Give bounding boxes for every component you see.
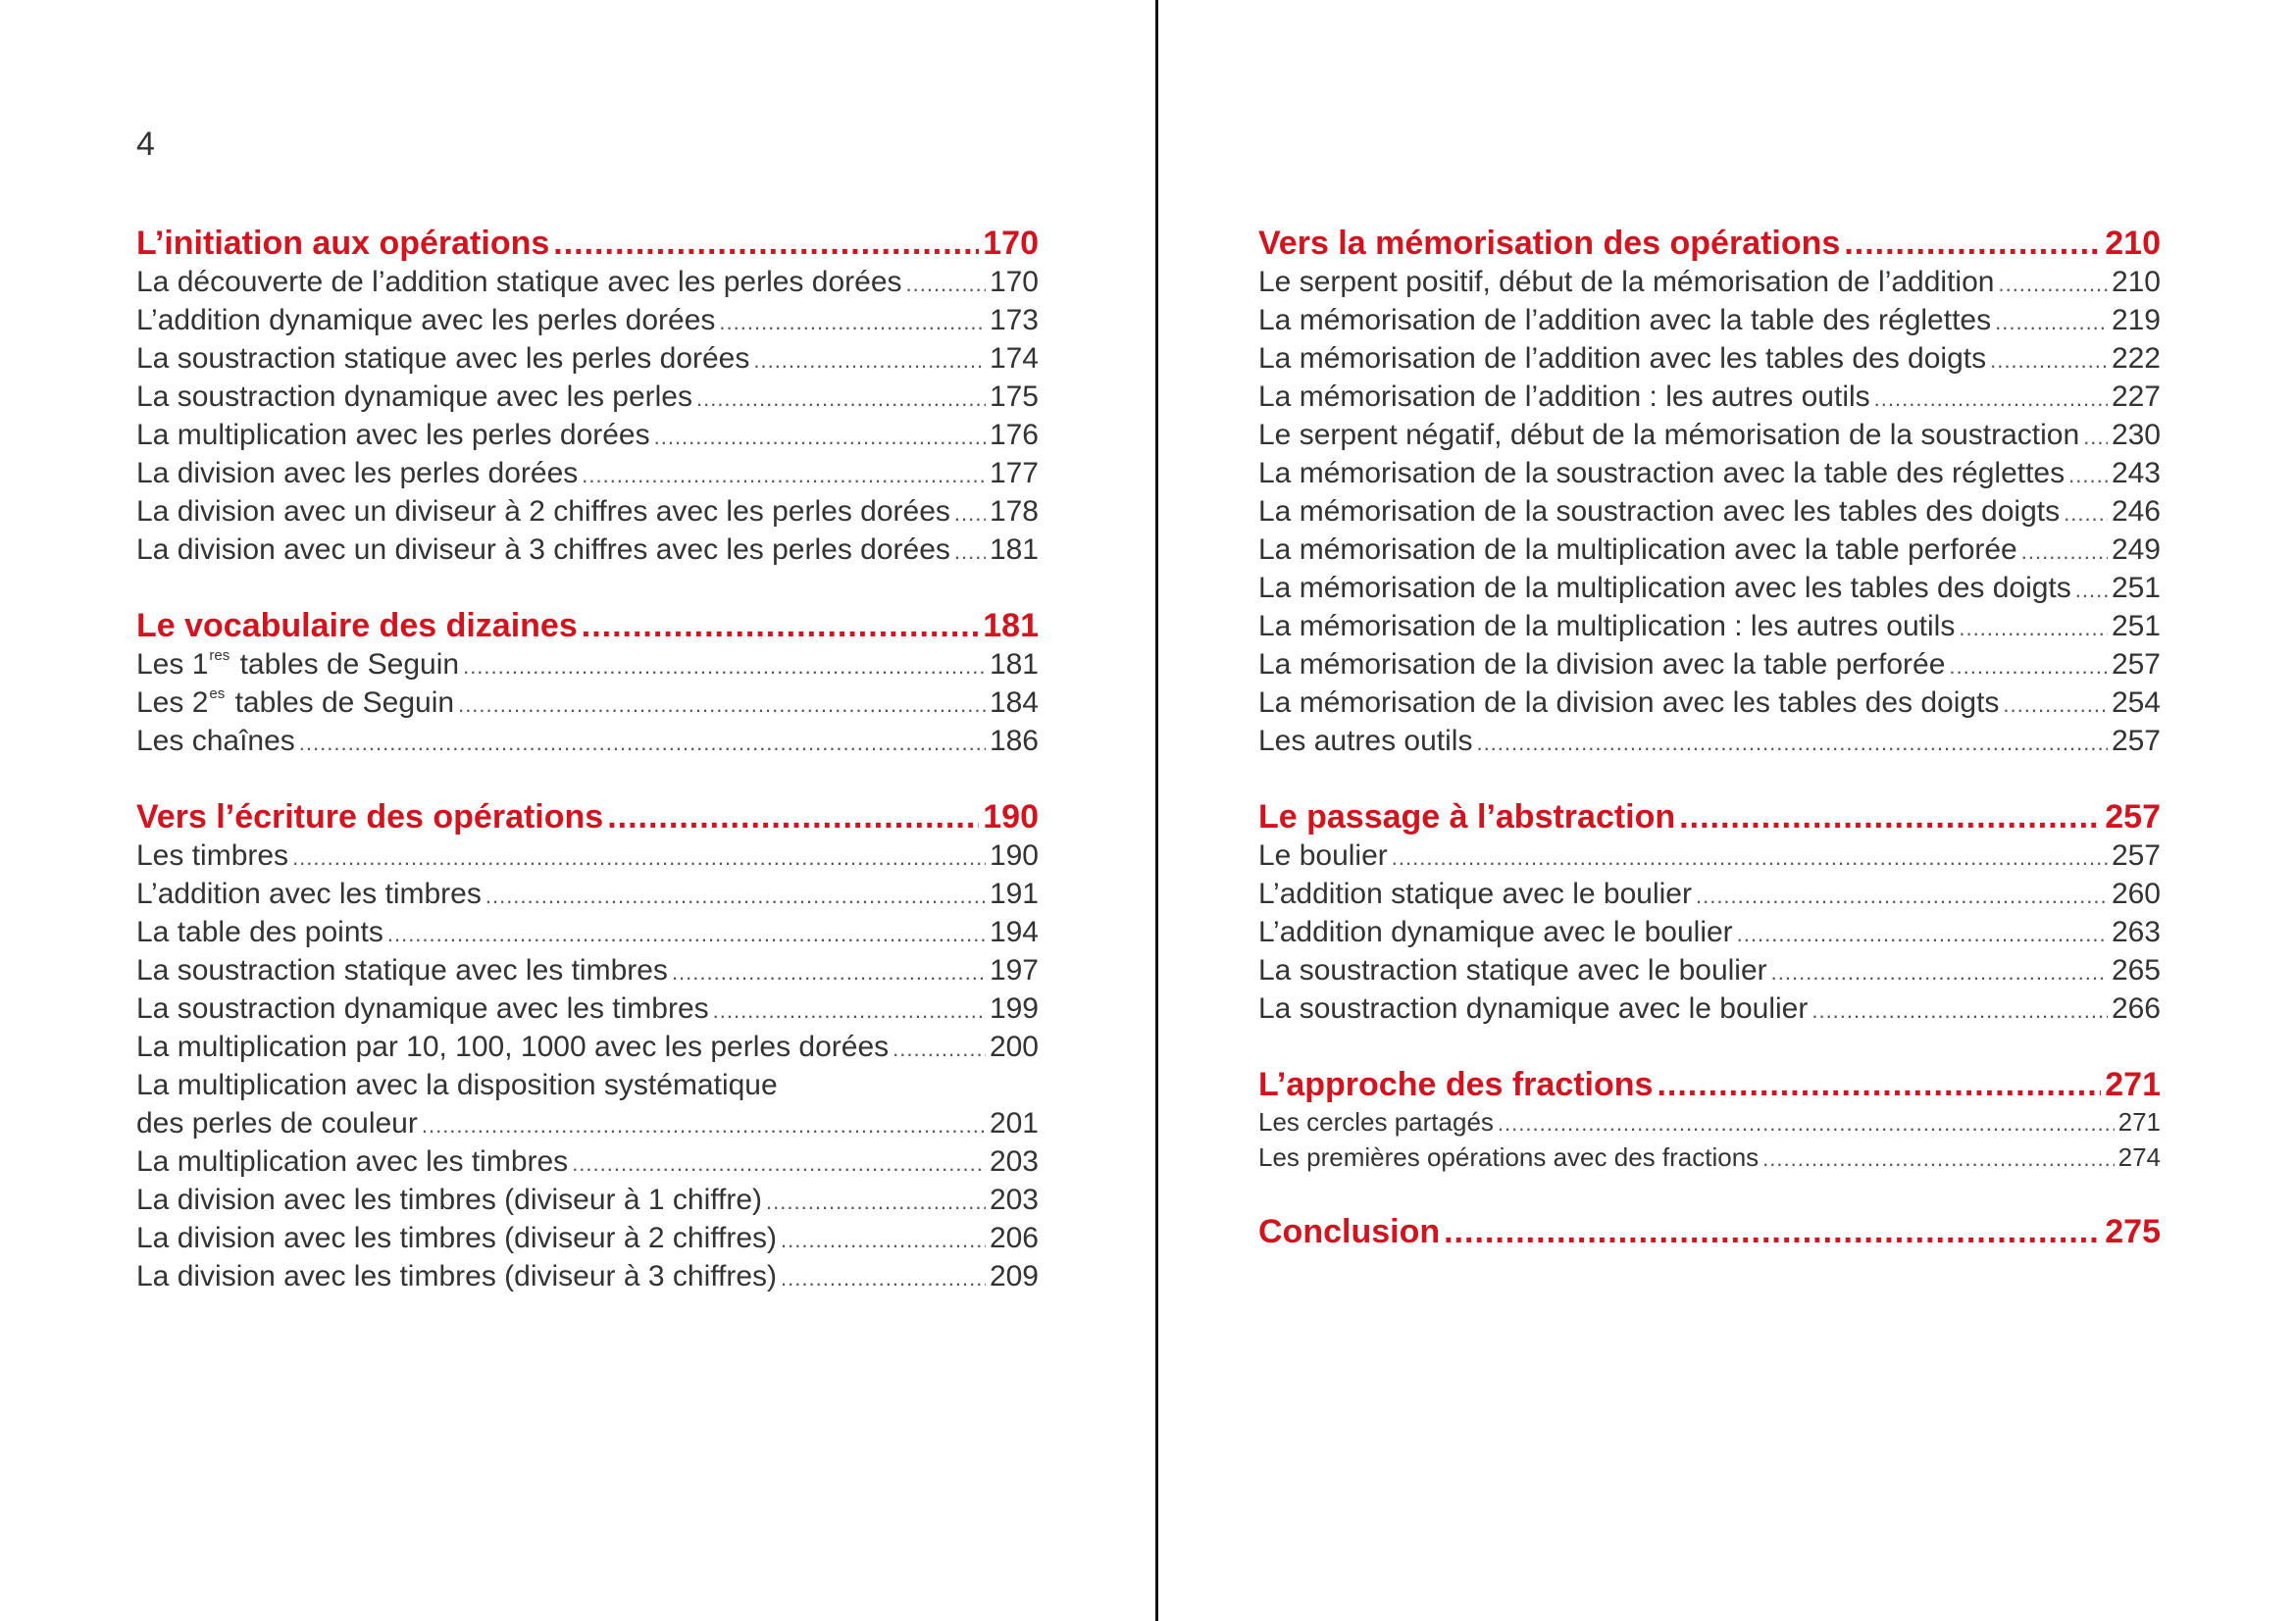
toc-item[interactable] xyxy=(136,989,1039,1028)
toc-item-title: La découverte de l’addition statique avec les perles dorées xyxy=(136,266,902,298)
toc-item[interactable] xyxy=(136,684,1039,722)
toc-item-title: L’addition dynamique avec les perles dorées xyxy=(136,304,716,336)
toc-dot-leader xyxy=(2021,532,2108,571)
toc-dot-leader xyxy=(719,303,986,341)
toc-dot-leader xyxy=(893,1030,986,1068)
toc-item[interactable] xyxy=(136,1104,1039,1142)
toc-dot-leader xyxy=(1949,647,2108,685)
toc-item-title: La mémorisation de l’addition avec la table des réglettes xyxy=(1258,304,1992,336)
toc-item-title xyxy=(136,645,459,684)
toc-heading-title: Vers la mémorisation des opérations xyxy=(1258,225,1841,262)
toc-dot-leader xyxy=(1498,1106,2115,1141)
toc-section xyxy=(1258,224,2161,760)
toc-item-page: 257 xyxy=(2111,648,2161,681)
toc-item-title-pre: Les 1 xyxy=(136,648,209,681)
toc-section xyxy=(1258,1065,2161,1175)
toc-dot-leader xyxy=(1998,265,2107,303)
toc-item-page: 257 xyxy=(2111,725,2161,757)
toc-heading[interactable] xyxy=(136,224,1039,263)
toc-dot-leader xyxy=(2083,418,2108,456)
toc-item[interactable] xyxy=(136,951,1039,989)
toc-item[interactable] xyxy=(1258,836,2161,875)
toc-section xyxy=(1258,797,2161,1028)
toc-heading-page: 190 xyxy=(983,798,1039,836)
page-spine-divider xyxy=(1155,0,1158,1621)
toc-item-title: La division avec un diviseur à 2 chiffres avec les perles dorées xyxy=(136,495,950,528)
toc-item-title: La soustraction statique avec les perles dorées xyxy=(136,342,750,375)
toc-item-title: La mémorisation de la division avec la table perforée xyxy=(1258,648,1946,681)
toc-dot-leader xyxy=(422,1106,986,1144)
toc-dot-leader xyxy=(1679,797,2101,836)
toc-item-page: 257 xyxy=(2111,839,2161,872)
toc-item[interactable] xyxy=(1258,1140,2161,1175)
toc-heading-page: 170 xyxy=(983,225,1039,262)
toc-heading-page: 210 xyxy=(2105,225,2161,262)
toc-dot-leader xyxy=(1844,224,2101,263)
toc-dot-leader xyxy=(713,991,986,1030)
toc-item-first-line: La multiplication avec la disposition systématique xyxy=(136,1069,778,1101)
toc-item[interactable] xyxy=(1258,722,2161,760)
toc-dot-leader xyxy=(1874,380,2108,418)
toc-item-title: La division avec les timbres (diviseur à 2 chiffres) xyxy=(136,1222,778,1254)
toc-dot-leader xyxy=(1811,991,2108,1030)
toc-item-page: 246 xyxy=(2111,495,2161,528)
toc-item-title-post: tables de Seguin xyxy=(231,648,460,681)
toc-right-column xyxy=(1258,224,2161,1289)
toc-item[interactable] xyxy=(1258,263,2161,301)
toc-dot-leader xyxy=(1990,341,2108,380)
toc-dot-leader xyxy=(954,494,986,532)
toc-item-title: Les chaînes xyxy=(136,725,295,757)
toc-item-title: La soustraction dynamique avec les perles xyxy=(136,380,692,413)
toc-item-title: L’addition statique avec le boulier xyxy=(1258,878,1692,910)
toc-item[interactable] xyxy=(136,1181,1039,1219)
toc-item-title: Le serpent négatif, début de la mémorisation de la soustraction xyxy=(1258,419,2080,451)
page-number: 4 xyxy=(136,126,155,163)
toc-item[interactable] xyxy=(1258,951,2161,989)
toc-item-page: 177 xyxy=(989,457,1039,489)
toc-item-title: La multiplication par 10, 100, 1000 avec les perles dorées xyxy=(136,1031,890,1063)
toc-item[interactable] xyxy=(1258,569,2161,607)
toc-item-page: 200 xyxy=(989,1031,1039,1063)
toc-item-title: La multiplication avec les perles dorées xyxy=(136,419,650,451)
toc-item-title-superscript: res xyxy=(209,647,230,664)
toc-item[interactable] xyxy=(1258,416,2161,454)
toc-heading[interactable] xyxy=(136,606,1039,645)
toc-item[interactable] xyxy=(1258,875,2161,913)
toc-dot-leader xyxy=(463,647,986,685)
toc-item-title: La soustraction dynamique avec le boulier xyxy=(1258,992,1809,1025)
toc-item-page: 181 xyxy=(989,648,1039,681)
toc-dot-leader xyxy=(1392,838,2108,877)
toc-heading-page: 275 xyxy=(2105,1213,2161,1250)
toc-item-page: 173 xyxy=(989,304,1039,336)
toc-item-title: La soustraction statique avec les timbres xyxy=(136,954,668,987)
toc-item-title-post: tables de Seguin xyxy=(227,686,455,719)
toc-dot-leader xyxy=(553,224,979,263)
toc-item-title: La table des points xyxy=(136,916,383,948)
toc-dot-leader xyxy=(582,456,986,494)
toc-item-page: 209 xyxy=(989,1260,1039,1292)
toc-item[interactable] xyxy=(136,339,1039,378)
toc-item[interactable] xyxy=(136,836,1039,875)
toc-item-title: La mémorisation de l’addition : les autres outils xyxy=(1258,380,1870,413)
toc-item-page: 175 xyxy=(989,380,1039,413)
toc-item-page: 251 xyxy=(2111,610,2161,642)
toc-item[interactable] xyxy=(1258,492,2161,531)
toc-item-page: 201 xyxy=(989,1107,1039,1140)
toc-dot-leader xyxy=(607,797,979,836)
toc-item-page: 190 xyxy=(989,839,1039,872)
toc-item-page: 254 xyxy=(2111,686,2161,719)
toc-item-page: 191 xyxy=(989,878,1039,910)
toc-item-title: La division avec les timbres (diviseur à 3 chiffres) xyxy=(136,1260,778,1292)
toc-item-page: 206 xyxy=(989,1222,1039,1254)
toc-item[interactable] xyxy=(1258,378,2161,416)
toc-item[interactable] xyxy=(136,875,1039,913)
toc-section xyxy=(136,797,1039,1295)
toc-item-title: La mémorisation de la multiplication avec les tables des doigts xyxy=(1258,572,2071,604)
toc-item[interactable] xyxy=(136,531,1039,569)
toc-item[interactable] xyxy=(1258,1104,2161,1140)
toc-heading-page: 271 xyxy=(2105,1066,2161,1103)
toc-item-page: 203 xyxy=(989,1184,1039,1216)
toc-item-title: L’addition avec les timbres xyxy=(136,878,482,910)
toc-dot-leader xyxy=(387,915,986,953)
toc-heading-title: Le vocabulaire des dizaines xyxy=(136,607,578,644)
toc-item-page: 243 xyxy=(2111,457,2161,489)
toc-item-title: La division avec un diviseur à 3 chiffres avec les perles dorées xyxy=(136,533,950,566)
toc-item[interactable] xyxy=(1258,645,2161,684)
toc-item-title: La mémorisation de l’addition avec les tables des doigts xyxy=(1258,342,1987,375)
toc-dot-leader xyxy=(781,1259,986,1297)
toc-item[interactable] xyxy=(1258,913,2161,951)
toc-item-page: 199 xyxy=(989,992,1039,1025)
toc-item-title: La multiplication avec les timbres xyxy=(136,1145,569,1178)
toc-dot-leader xyxy=(1696,877,2108,915)
toc-item-title: Les cercles partagés xyxy=(1258,1107,1494,1137)
toc-item-page: 230 xyxy=(2111,419,2161,451)
toc-item[interactable] xyxy=(1258,989,2161,1028)
toc-item-page: 203 xyxy=(989,1145,1039,1178)
toc-item-title: La mémorisation de la multiplication avec la table perforée xyxy=(1258,533,2017,566)
toc-heading-title: L’approche des fractions xyxy=(1258,1066,1654,1103)
toc-item[interactable] xyxy=(136,454,1039,492)
toc-dot-leader xyxy=(1959,609,2108,647)
toc-item-title: La mémorisation de la multiplication : les autres outils xyxy=(1258,610,1956,642)
toc-item[interactable] xyxy=(136,301,1039,339)
toc-item-page: 170 xyxy=(989,266,1039,298)
toc-item[interactable] xyxy=(1258,684,2161,722)
toc-dot-leader xyxy=(485,877,986,915)
toc-dot-leader xyxy=(1737,915,2108,953)
toc-dot-leader xyxy=(781,1221,986,1259)
toc-item-title: La soustraction statique avec le boulier xyxy=(1258,954,1767,987)
toc-item[interactable] xyxy=(1258,301,2161,339)
toc-item-title: La division avec les timbres (diviseur à 1 chiffre) xyxy=(136,1184,763,1216)
toc-dot-leader xyxy=(292,838,986,877)
toc-item-page: 260 xyxy=(2111,878,2161,910)
toc-item-page: 249 xyxy=(2111,533,2161,566)
toc-item-page: 219 xyxy=(2111,304,2161,336)
toc-item-title: L’addition dynamique avec le boulier xyxy=(1258,916,1733,948)
toc-dot-leader xyxy=(954,532,986,571)
toc-item[interactable] xyxy=(1258,607,2161,645)
toc-dot-leader xyxy=(654,418,986,456)
toc-dot-leader xyxy=(458,685,986,724)
toc-heading[interactable] xyxy=(1258,1065,2161,1104)
toc-left-column xyxy=(136,224,1039,1333)
toc-dot-leader xyxy=(906,265,986,303)
toc-item[interactable] xyxy=(136,263,1039,301)
toc-item-title: La mémorisation de la division avec les tables des doigts xyxy=(1258,686,2000,719)
toc-heading[interactable] xyxy=(136,797,1039,836)
toc-dot-leader xyxy=(2064,494,2108,532)
toc-section xyxy=(1258,1212,2161,1251)
toc-item-page: 197 xyxy=(989,954,1039,987)
toc-heading-title: Vers l’écriture des opérations xyxy=(136,798,604,836)
toc-item[interactable] xyxy=(136,1142,1039,1181)
toc-item-page: 194 xyxy=(989,916,1039,948)
toc-item-page: 271 xyxy=(2117,1107,2161,1137)
toc-dot-leader xyxy=(2068,456,2108,494)
toc-item-title: Les timbres xyxy=(136,839,289,872)
toc-item[interactable] xyxy=(136,722,1039,760)
toc-dot-leader xyxy=(672,953,986,991)
toc-dot-leader xyxy=(1762,1141,2114,1177)
toc-item-title-superscript: es xyxy=(209,685,226,702)
toc-item-title-pre: Les 2 xyxy=(136,686,209,719)
toc-dot-leader xyxy=(2075,571,2108,609)
toc-item-page: 186 xyxy=(989,725,1039,757)
toc-item[interactable] xyxy=(1258,531,2161,569)
toc-item-title: La soustraction dynamique avec les timbres xyxy=(136,992,709,1025)
toc-section xyxy=(136,606,1039,760)
toc-item-page: 274 xyxy=(2117,1142,2161,1172)
toc-item-title: La division avec les perles dorées xyxy=(136,457,579,489)
toc-dot-leader xyxy=(1771,953,2108,991)
toc-dot-leader xyxy=(753,341,986,380)
toc-dot-leader xyxy=(1657,1065,2101,1104)
toc-dot-leader xyxy=(1444,1212,2101,1251)
toc-dot-leader xyxy=(582,606,980,645)
toc-item[interactable] xyxy=(136,1257,1039,1295)
toc-item[interactable] xyxy=(136,1219,1039,1257)
toc-item-title: Le serpent positif, début de la mémorisation de l’addition xyxy=(1258,266,1995,298)
toc-dot-leader xyxy=(2003,685,2108,724)
toc-item[interactable] xyxy=(136,492,1039,531)
toc-item[interactable] xyxy=(136,1028,1039,1066)
toc-heading-page: 257 xyxy=(2105,798,2161,836)
toc-item[interactable] xyxy=(1258,454,2161,492)
toc-item-page: 178 xyxy=(989,495,1039,528)
toc-item-page: 176 xyxy=(989,419,1039,451)
toc-item[interactable] xyxy=(136,645,1039,684)
toc-item-page: 251 xyxy=(2111,572,2161,604)
toc-item-page: 181 xyxy=(989,533,1039,566)
toc-item-title: Les autres outils xyxy=(1258,725,1473,757)
toc-heading-title: Le passage à l’abstraction xyxy=(1258,798,1676,836)
toc-dot-leader xyxy=(1995,303,2108,341)
toc-item-title xyxy=(136,684,454,722)
toc-item-title: La mémorisation de la soustraction avec la table des réglettes xyxy=(1258,457,2066,489)
toc-heading[interactable] xyxy=(1258,1212,2161,1251)
toc-dot-leader xyxy=(299,724,986,762)
toc-section xyxy=(136,224,1039,569)
toc-item-title: des perles de couleur xyxy=(136,1107,418,1140)
toc-item[interactable] xyxy=(1258,339,2161,378)
toc-heading-title: L’initiation aux opérations xyxy=(136,225,550,262)
toc-item[interactable] xyxy=(136,913,1039,951)
toc-dot-leader xyxy=(1476,724,2107,762)
toc-heading[interactable] xyxy=(1258,224,2161,263)
toc-item-page: 210 xyxy=(2111,266,2161,298)
toc-item-page: 227 xyxy=(2111,380,2161,413)
toc-dot-leader xyxy=(572,1144,986,1183)
toc-item-title: Les premières opérations avec des fractions xyxy=(1258,1142,1760,1172)
toc-item[interactable] xyxy=(136,378,1039,416)
toc-item-page: 184 xyxy=(989,686,1039,719)
toc-item-page: 265 xyxy=(2111,954,2161,987)
toc-heading[interactable] xyxy=(1258,797,2161,836)
toc-item-page: 222 xyxy=(2111,342,2161,375)
toc-item-title: La mémorisation de la soustraction avec les tables des doigts xyxy=(1258,495,2061,528)
toc-heading-title: Conclusion xyxy=(1258,1213,1441,1250)
toc-item-page: 174 xyxy=(989,342,1039,375)
toc-heading-page: 181 xyxy=(983,607,1039,644)
toc-dot-leader xyxy=(696,380,986,418)
toc-item-page: 266 xyxy=(2111,992,2161,1025)
toc-item[interactable] xyxy=(136,416,1039,454)
toc-item-title: Le boulier xyxy=(1258,839,1388,872)
toc-dot-leader xyxy=(766,1183,986,1221)
toc-item-page: 263 xyxy=(2111,916,2161,948)
